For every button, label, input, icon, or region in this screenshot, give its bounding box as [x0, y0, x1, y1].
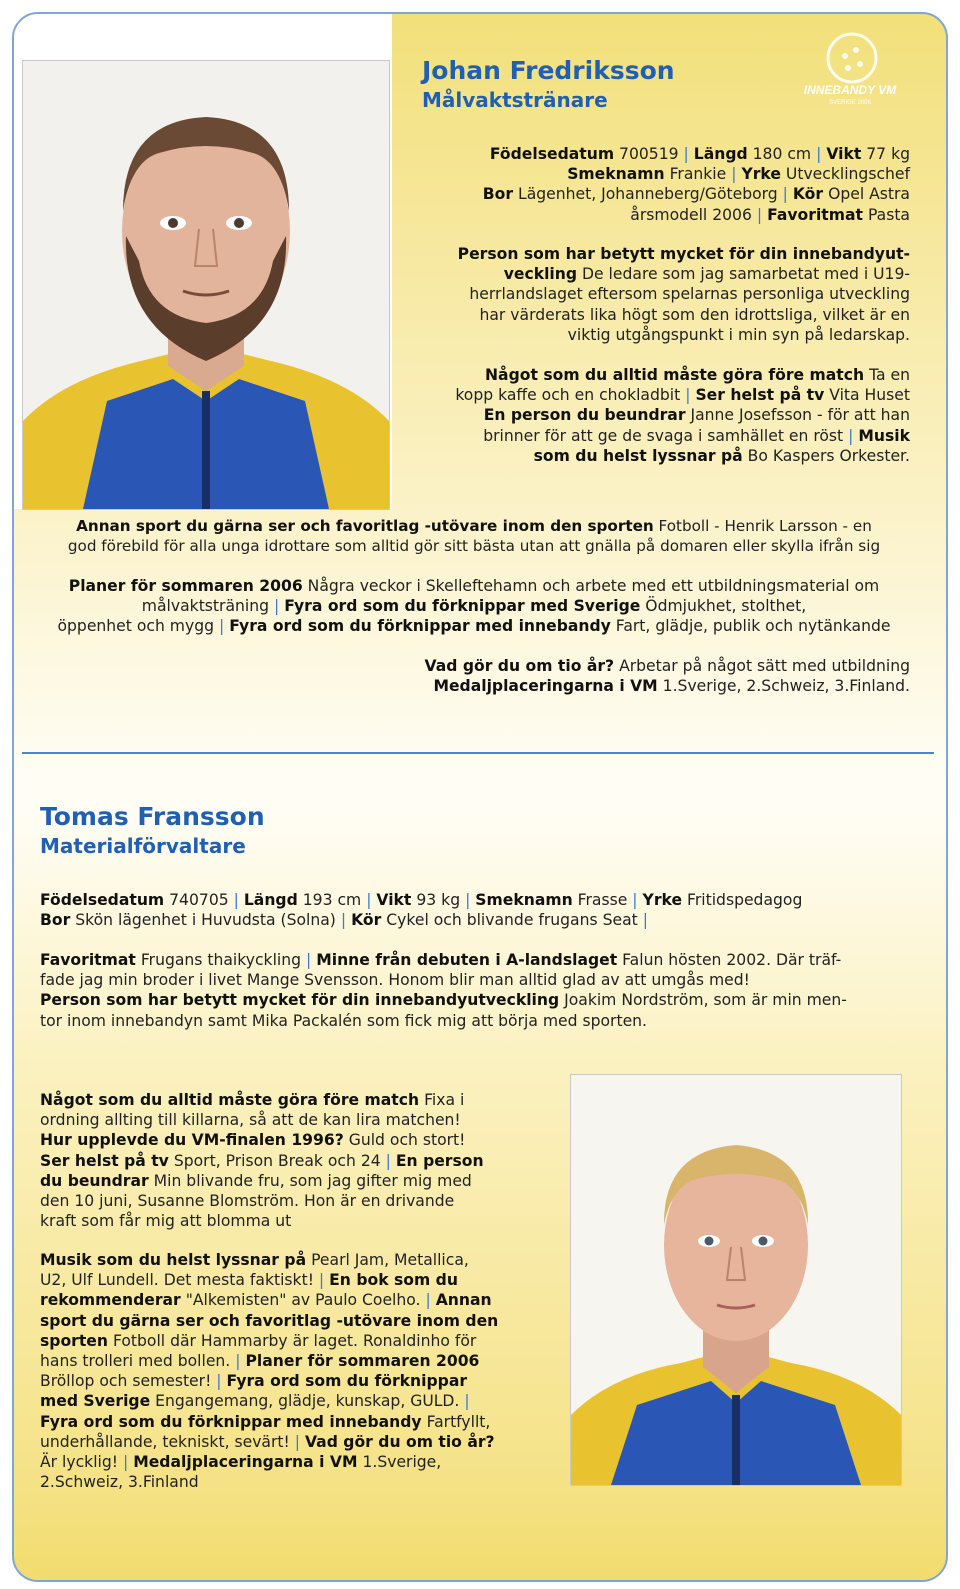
info-block: Musik som du helst lyssnar på Pearl Jam, Metallica, U2, Ulf Lundell. Det mesta faktiskt! | En bok som du rekommenderar "Alkemisten" av Paulo Coelho. | Annan sport du gärna ser och favoritlag -utövare inom den sporten Fotboll där Hammarby är laget. Ronaldinho för hans trolleri med bollen. | Planer för sommaren 2006 Bröllop och semester! | Fyra ord som du förknippar med Sverige Engangemang, glädje, kunskap, GULD. | Fyra ord som du förknippar med innebandy Fartfyllt, underhållande, tekniskt, sevärt! | Vad gör du om tio år? Är lycklig! | Medaljplaceringarna i VM 1.Sverige, 2.Schweiz, 3.Finland [40, 1251, 499, 1492]
info-block: Något som du alltid måste göra före match Ta en kopp kaffe och en chokladbit | Ser helst på tv Vita Huset En person du beundrar Janne Josefsson - för att han brinner för att ge de svaga i samhället en röst | Musik som du helst lyssnar på Bo Kaspers Orkester. [455, 366, 910, 465]
person-role: Materialförvaltare [40, 834, 246, 858]
info-block: Vad gör du om tio år? Arbetar på något sätt med utbildning Medaljplaceringarna i VM 1.Sverige, 2.Schweiz, 3.Finland. [424, 657, 910, 696]
logo-subtext: SVERIGE 2006 [829, 100, 871, 106]
profile-card [12, 12, 948, 1582]
logo-text: INNEBANDY VM [803, 83, 897, 97]
info-block: Födelsedatum 700519 | Längd 180 cm | Vikt 77 kg Smeknamn Frankie | Yrke Utvecklingschef Bor Lägenhet, Johanneberg/Göteborg | Kör Opel Astra årsmodell 2006 | Favoritmat Pasta [482, 145, 910, 224]
info-block: Födelsedatum 740705 | Längd 193 cm | Vikt 93 kg | Smeknamn Frasse | Yrke Fritidspedagog Bor Skön lägenhet i Huvudsta (Solna) | Kör Cykel och blivande frugans Seat | [40, 891, 803, 930]
tomas-photo [570, 1074, 902, 1486]
person-role: Målvaktstränare [422, 88, 608, 112]
info-block: Annan sport du gärna ser och favoritlag -utövare inom den sporten Fotboll - Henrik Larsson - en god förebild för alla unga idrottare som alltid gör sitt bästa utan att gnälla på domaren eller skylla ifrån sig [67, 517, 881, 556]
person-name: Tomas Fransson [40, 802, 265, 831]
info-block: Planer för sommaren 2006 Några veckor i Skelleftehamn och arbete med ett utbildningsmaterial om målvaktsträning | Fyra ord som du förknippar med Sverige Ödmjukhet, stolthet, öppenhet och mygg | Fyra ord som du förknippar med innebandy Fart, glädje, publik och nytänkande [57, 577, 891, 636]
info-block: Något som du alltid måste göra före match Fixa i ordning allting till killarna, så att de kan lira matchen! Hur upplevde du VM-finalen 1996? Guld och stort! Ser helst på tv Sport, Prison Break och 24 | En person du beundrar Min blivande fru, som jag gifter mig med den 10 juni, Susanne Blomström. Hon är en drivande kraft som får mig att blomma ut [40, 1091, 484, 1231]
johan-photo [22, 60, 390, 510]
info-block: Favoritmat Frugans thaikyckling | Minne från debuten i A-landslaget Falun hösten 2002. Där träf- fade jag min broder i livet Mange Svensson. Honom blir man alltid glad av att umgås med! Person som har betytt mycket för din innebandyutveckling Joakim Nordström, som är min men- tor inom innebandyn samt Mika Packalén som fick mig att börja med sporten. [40, 951, 847, 1030]
info-block: Person som har betytt mycket för din innebandyut- veckling De ledare som jag samarbetat med i U19- herrlandslaget eftersom spelarnas personliga utveckling har värderats lika högt som den idrottsliga, vilket är en viktig utgångspunkt i min syn på ledarskap. [457, 245, 910, 344]
section-divider [22, 752, 934, 754]
person-name: Johan Fredriksson [422, 56, 675, 85]
innebandy-vm-logo [790, 26, 910, 106]
